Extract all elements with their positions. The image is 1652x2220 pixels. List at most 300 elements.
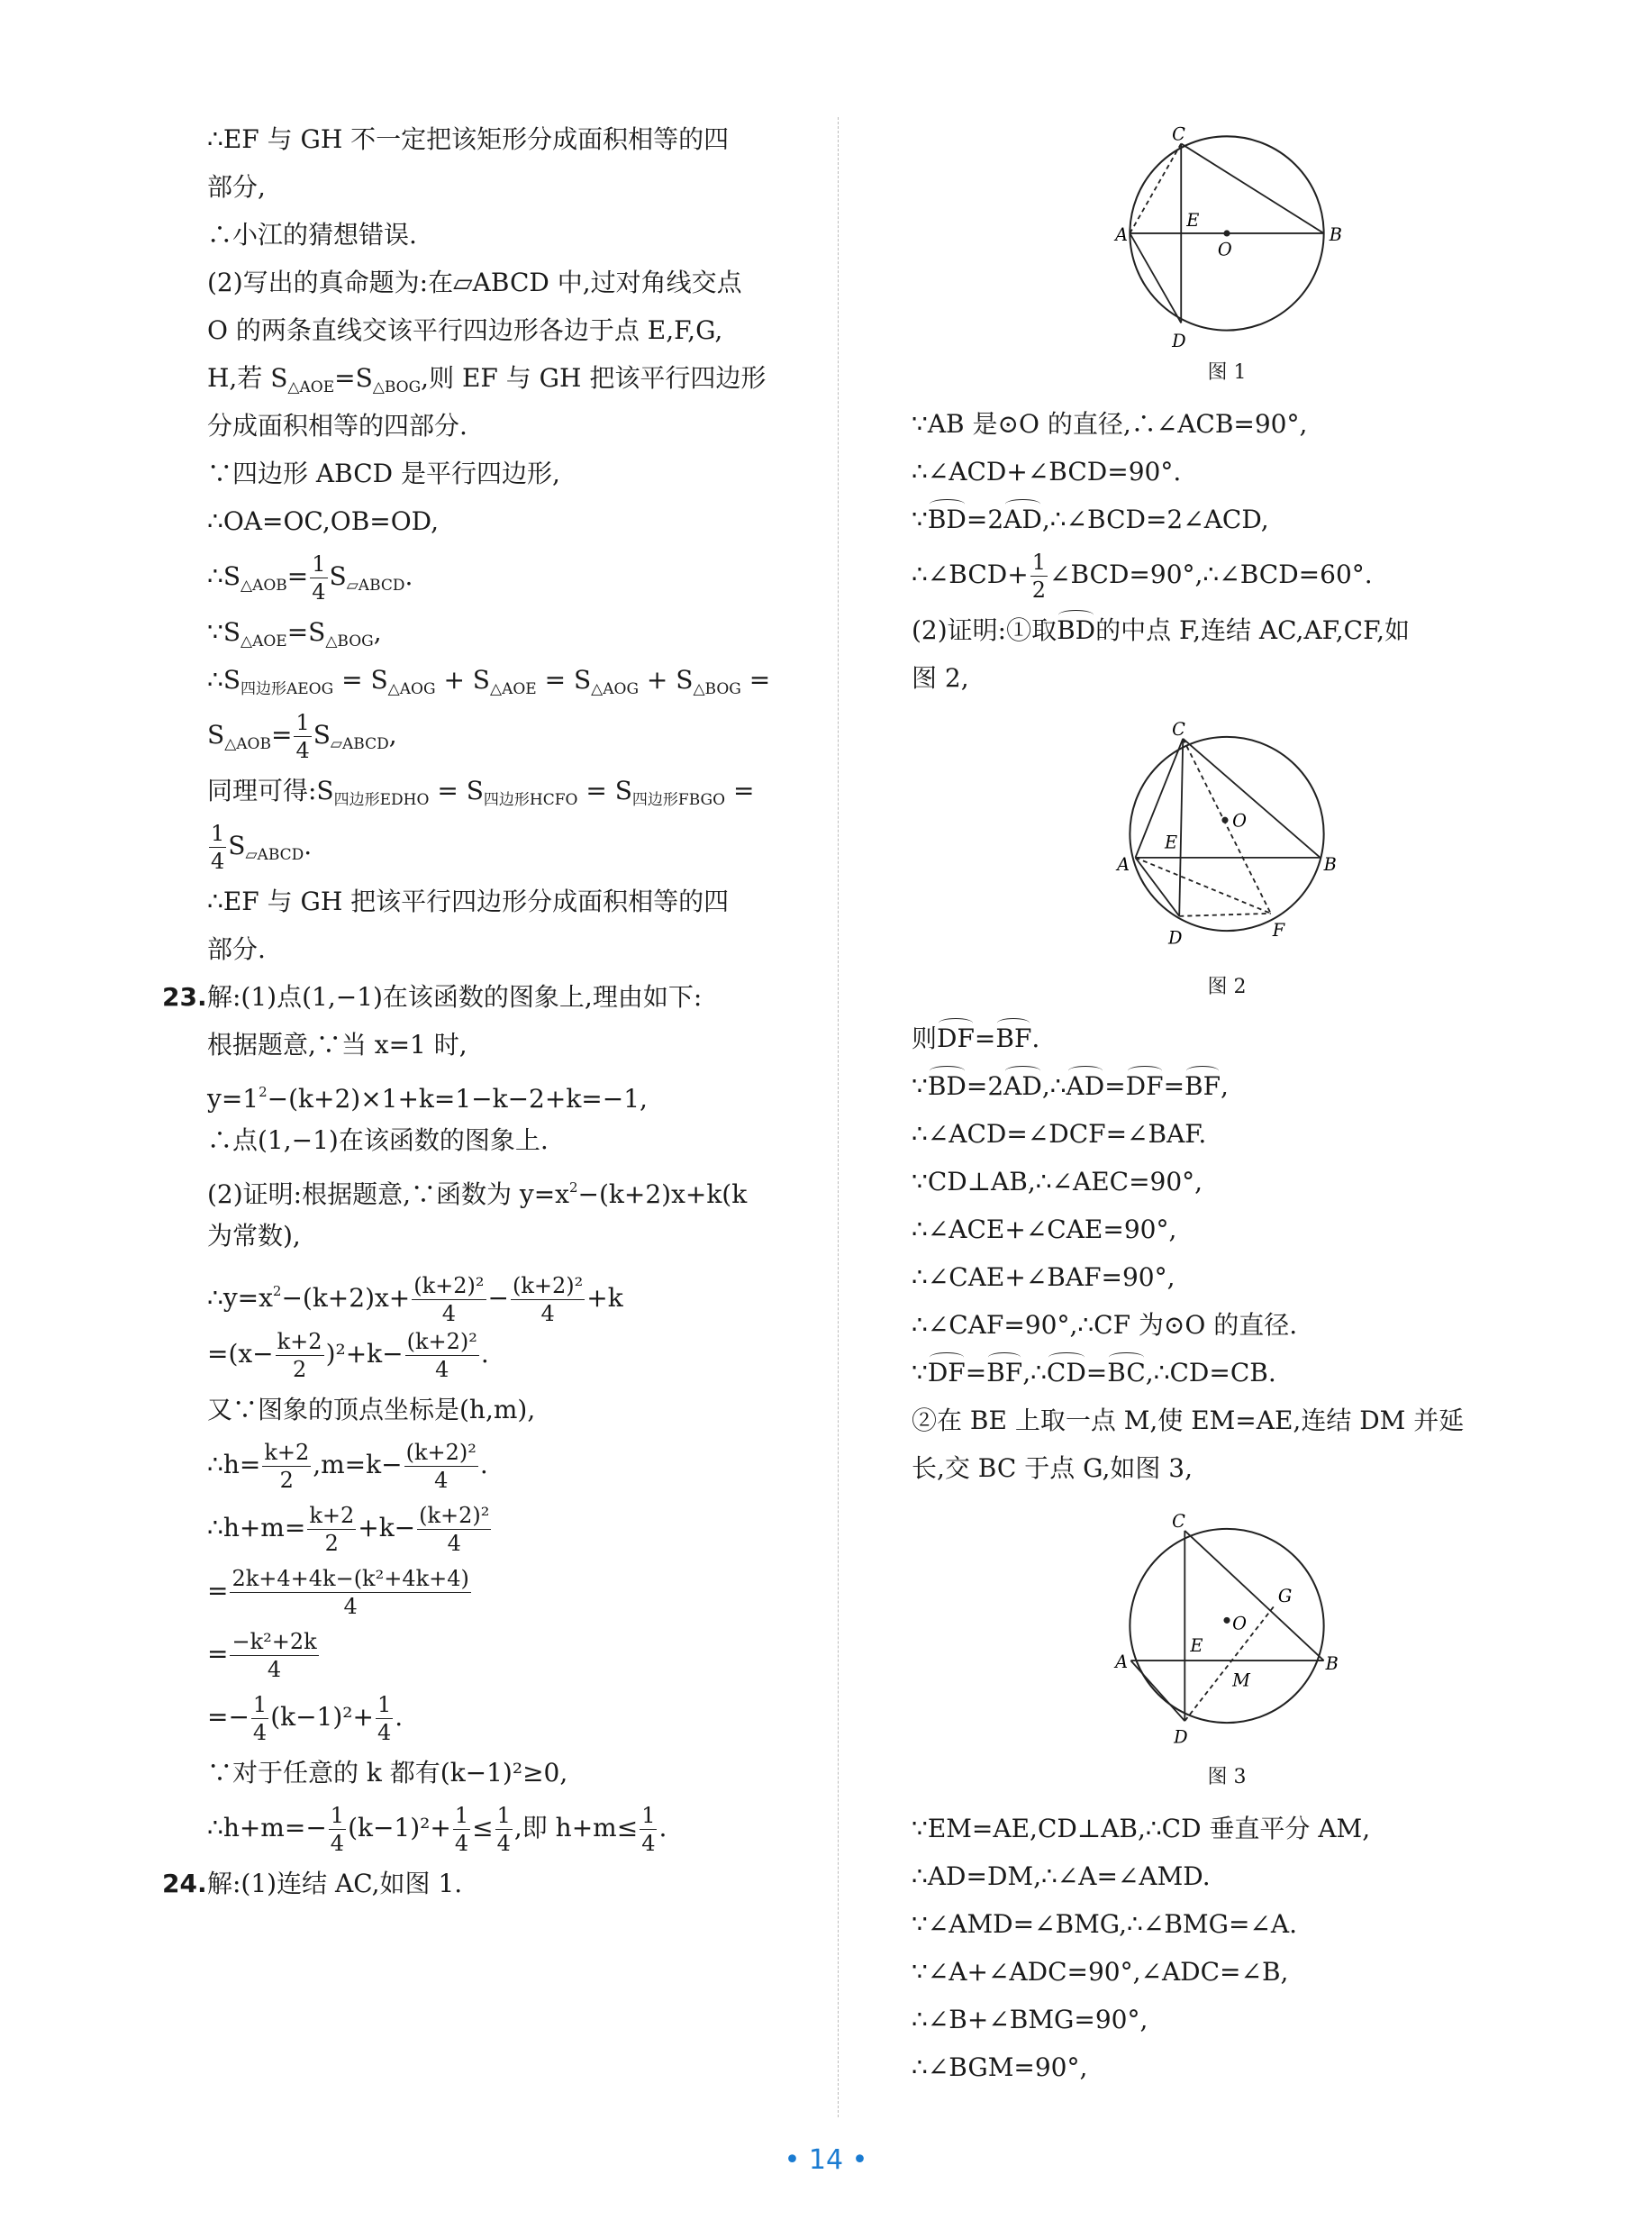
text-segment: −(k+2)×1+k=1−k−2+k=−1, [267, 1084, 648, 1114]
text-segment: ∴∠BCD+ [912, 560, 1029, 589]
text-segment: ≤ [472, 1813, 494, 1842]
text-line [207, 1497, 829, 1560]
text-line [912, 1805, 1542, 1852]
center-point [1223, 230, 1230, 236]
text-line [912, 1444, 1542, 1492]
subscript: △BOG [325, 632, 374, 651]
numerator: (k+2)² [406, 1329, 477, 1354]
text-segment: S [329, 561, 347, 591]
segment-DG [1185, 1606, 1275, 1721]
segment-AD [1135, 858, 1179, 916]
text-line [912, 2043, 1542, 2091]
text-segment: =2 [966, 1071, 1004, 1101]
superscript: 2 [568, 1179, 578, 1196]
point-label-D: D [1172, 330, 1186, 351]
text-segment: =− [207, 1702, 250, 1732]
text-line [912, 1301, 1542, 1349]
arc-notation: DF [1126, 1062, 1164, 1110]
text-line [207, 1749, 829, 1797]
subscript: △AOE [241, 632, 287, 651]
arc-notation: AD [1003, 1062, 1042, 1110]
text-segment: ∴EF 与 GH 把该平行四边形分成面积相等的四 [207, 887, 730, 916]
numerator: 1 [252, 1692, 268, 1717]
text-line [207, 814, 829, 878]
numerator: 1 [377, 1692, 392, 1717]
text-line [207, 545, 829, 608]
geometry-diagram [1108, 1492, 1346, 1760]
fraction [417, 1502, 491, 1557]
text-line [207, 1433, 829, 1497]
numerator: 1 [330, 1803, 345, 1828]
numerator: 1 [1031, 550, 1046, 575]
arc-notation: DF [928, 1349, 966, 1397]
segment-DF [1179, 914, 1271, 916]
text-segment: S [313, 720, 331, 750]
text-segment: ∵∠A+∠ADC=90°,∠ADC=∠B, [912, 1957, 1289, 1987]
text-segment: ∠BCD=90°,∴∠BCD=60°. [1049, 560, 1373, 589]
text-segment: 解:(1)连结 AC,如图 1. [207, 1869, 463, 1898]
text-segment: 为常数), [207, 1221, 301, 1251]
denominator: 4 [312, 579, 326, 605]
text-segment: ∴OA=OC,OB=OD, [207, 506, 440, 536]
fraction [453, 1802, 470, 1857]
text-segment: − [487, 1283, 509, 1313]
text-line [912, 1948, 1542, 1996]
text-segment: =2 [966, 505, 1004, 534]
text-segment: +k− [358, 1513, 416, 1542]
subscript: ▱ABCD [330, 735, 389, 753]
text-segment: (2)写出的真命题为:在▱ABCD 中,过对角线交点 [207, 268, 742, 297]
text-line [912, 448, 1542, 496]
text-segment: 根据题意,∵当 x=1 时, [207, 1030, 467, 1060]
text-line [207, 1212, 829, 1260]
point-label-D: D [1168, 927, 1183, 949]
fraction [412, 1272, 486, 1327]
text-segment: = [1104, 1071, 1126, 1101]
text-segment: + S [435, 665, 490, 695]
text-line [207, 767, 829, 814]
superscript: 2 [272, 1283, 282, 1299]
text-line [912, 543, 1542, 606]
fraction [230, 1565, 470, 1620]
numerator: (k+2)² [405, 1440, 477, 1465]
text-line [912, 1253, 1542, 1301]
text-segment: = [725, 776, 755, 805]
subscript: △AOE [490, 680, 537, 698]
text-segment: ∵EM=AE,CD⊥AB,∴CD 垂直平分 AM, [912, 1814, 1371, 1843]
text-line [207, 1797, 829, 1860]
fraction [495, 1802, 513, 1857]
denominator: 4 [343, 1594, 358, 1619]
text-segment: = [1163, 1071, 1185, 1101]
text-segment: ∴S [207, 665, 241, 695]
text-line [912, 1158, 1542, 1206]
text-segment: 同理可得:S [207, 776, 334, 805]
segment-CF [1183, 739, 1270, 914]
text-segment: O 的两条直线交该平行四边形各边于点 E,F,G, [207, 315, 723, 345]
text-segment: ∴∠ACD+∠BCD=90°. [912, 457, 1182, 487]
fraction [294, 709, 311, 764]
text-segment: ∴∠ACD=∠DCF=∠BAF. [912, 1119, 1207, 1149]
numerator: 1 [496, 1803, 511, 1828]
denominator: 4 [447, 1531, 461, 1556]
point-label-E: E [1164, 832, 1178, 853]
column-divider [838, 117, 839, 2117]
denominator: 4 [330, 1831, 345, 1856]
arc-notation: BC [1107, 1349, 1146, 1397]
arc-notation: CD [1047, 1349, 1086, 1397]
text-line [912, 1900, 1542, 1948]
numerator: −k²+2k [231, 1629, 317, 1654]
segment-AD [1130, 233, 1181, 323]
arc-notation: AD [1067, 1062, 1105, 1110]
text-line [162, 973, 829, 1021]
text-line [207, 497, 829, 545]
fraction [511, 1272, 585, 1327]
figure-caption: 图 2 [1207, 976, 1247, 998]
text-line [207, 115, 829, 163]
point-label-D: D [1174, 1726, 1188, 1748]
text-line [207, 925, 829, 973]
numerator: 2k+4+4k−(k²+4k+4) [231, 1566, 469, 1591]
text-line [912, 1062, 1542, 1110]
text-segment: −(k+2)x+ [281, 1283, 411, 1313]
point-label-A: A [1117, 854, 1130, 876]
text-line [912, 1852, 1542, 1900]
circle [1130, 1529, 1323, 1723]
text-segment: ,∴CD=CB. [1145, 1358, 1276, 1388]
arc-notation: BF [1185, 1062, 1221, 1110]
text-segment: ,∴∠BCD=2∠ACD, [1041, 505, 1269, 534]
arc-notation: BF [995, 1014, 1031, 1062]
denominator: 4 [496, 1831, 511, 1856]
text-segment: ∴点(1,−1)在该函数的图象上. [207, 1125, 549, 1155]
text-line [207, 1386, 829, 1433]
arc-notation: BD [928, 1062, 967, 1110]
subscript: △AOG [387, 680, 436, 698]
text-segment: 的中点 F,连结 AC,AF,CF,如 [1095, 615, 1411, 645]
text-line [207, 1164, 829, 1212]
subscript: ▱ABCD [245, 846, 304, 864]
text-segment: ∵ [912, 1071, 928, 1101]
subscript: △AOE [287, 378, 335, 396]
point-label-F: F [1272, 920, 1285, 942]
superscript: 2 [259, 1084, 268, 1100]
denominator: 4 [267, 1657, 282, 1682]
center-point [1223, 1617, 1230, 1624]
numerator: (k+2)² [513, 1273, 584, 1298]
numerator: 1 [312, 551, 326, 577]
fraction [405, 1328, 479, 1383]
fraction [329, 1802, 346, 1857]
text-segment: ∵CD⊥AB,∴∠AEC=90°, [912, 1167, 1203, 1196]
text-segment: , [373, 617, 382, 647]
subscript: 四边形FBGO [631, 791, 726, 809]
subscript: △BOG [693, 680, 741, 698]
text-segment: = [740, 665, 771, 695]
text-segment: = [1085, 1358, 1108, 1388]
denominator: 4 [540, 1301, 555, 1326]
text-line [207, 1623, 829, 1686]
text-segment: ∵对于任意的 k 都有(k−1)²≥0, [207, 1758, 568, 1788]
point-label-B: B [1323, 854, 1337, 876]
text-line [912, 654, 1542, 702]
text-segment: ∵ [912, 1358, 928, 1388]
text-line [912, 1349, 1542, 1397]
text-line [207, 450, 829, 497]
text-segment: 图 2, [912, 663, 969, 693]
subscript: 四边形EDHO [333, 791, 430, 809]
point-label-O: O [1232, 810, 1247, 832]
point-label-C: C [1172, 1510, 1185, 1532]
subscript: ▱ABCD [346, 577, 405, 595]
text-segment: =S [286, 617, 326, 647]
text-segment: = [965, 1358, 987, 1388]
fraction [262, 1439, 311, 1494]
text-segment: (2)证明:①取 [912, 615, 1057, 645]
text-line [207, 1560, 829, 1623]
text-line [207, 1686, 829, 1749]
text-segment: = [270, 720, 293, 750]
denominator: 4 [377, 1720, 392, 1745]
geometry-diagram [1108, 702, 1346, 969]
text-segment: ∴S [207, 561, 241, 591]
segment-CD [1179, 739, 1183, 916]
text-line [162, 1860, 829, 1907]
text-segment: ,∴ [1022, 1358, 1047, 1388]
text-line [207, 163, 829, 211]
subscript: 四边形AEOG [241, 680, 334, 698]
figure-fig3 [912, 1492, 1542, 1805]
text-segment: )²+k− [325, 1339, 404, 1369]
text-segment: ∵AB 是⊙O 的直径,∴∠ACB=90°, [912, 409, 1308, 439]
segment-AD [1130, 1660, 1185, 1721]
text-segment: H,若 S [207, 363, 288, 393]
arc-notation: BF [986, 1349, 1022, 1397]
question-number: 23. [162, 982, 207, 1012]
denominator: 4 [211, 849, 225, 874]
text-segment: = S [577, 776, 632, 805]
denominator: 4 [441, 1301, 457, 1326]
denominator: 2 [1031, 578, 1046, 603]
circle [1130, 737, 1323, 931]
text-segment: 又∵图象的顶点坐标是(h,m), [207, 1395, 536, 1424]
fraction [307, 1502, 356, 1557]
text-segment: ,则 EF 与 GH 把该平行四边形 [421, 363, 767, 393]
figure-fig1 [912, 117, 1542, 400]
text-line [912, 1014, 1542, 1062]
subscript: △BOG [372, 378, 422, 396]
text-segment: 解:(1)点(1,−1)在该函数的图象上,理由如下: [207, 982, 703, 1012]
text-segment: = [286, 561, 309, 591]
text-segment: ∴∠BGM=90°, [912, 2052, 1088, 2082]
text-segment: ,即 h+m≤ [513, 1813, 639, 1842]
text-line [207, 1323, 829, 1386]
text-segment: = [974, 1024, 996, 1053]
point-label-B: B [1325, 1653, 1339, 1675]
text-line [207, 354, 829, 402]
point-label-C: C [1172, 718, 1185, 740]
text-segment: . [395, 1702, 404, 1732]
text-line [207, 878, 829, 925]
text-segment: ∴h= [207, 1450, 261, 1479]
point-label-E: E [1190, 1634, 1203, 1656]
text-segment: , [1221, 1071, 1229, 1101]
text-line [912, 400, 1542, 448]
denominator: 4 [295, 738, 310, 763]
figure-caption: 图 3 [1207, 1766, 1247, 1788]
fraction [276, 1328, 324, 1383]
question-number: 24. [162, 1869, 207, 1898]
text-segment: ∴∠CAE+∠BAF=90°, [912, 1262, 1175, 1292]
denominator: 4 [435, 1357, 449, 1382]
text-segment: ∴小江的猜想错误. [207, 220, 417, 250]
denominator: 2 [292, 1357, 307, 1382]
text-line [912, 1206, 1542, 1253]
text-segment: −(k+2)x+k(k [577, 1179, 748, 1209]
text-segment: =S [334, 363, 373, 393]
numerator: k+2 [309, 1503, 355, 1528]
text-line [912, 1110, 1542, 1158]
text-segment: ,∴ [1041, 1071, 1067, 1101]
point-label-G: G [1277, 1586, 1293, 1607]
text-line [207, 1069, 829, 1116]
arc-notation: DF [937, 1014, 975, 1062]
text-segment: ∴y=x [207, 1283, 273, 1313]
text-line [912, 1397, 1542, 1444]
segment-AC [1130, 143, 1181, 233]
center-point [1221, 817, 1228, 823]
text-segment: . [658, 1813, 667, 1842]
numerator: 1 [454, 1803, 469, 1828]
text-line [912, 606, 1542, 654]
right-column [912, 117, 1542, 2091]
text-line [207, 306, 829, 354]
text-segment: S [228, 831, 246, 860]
subscript: △AOB [241, 577, 287, 595]
text-segment: . [479, 1450, 488, 1479]
denominator: 2 [324, 1531, 339, 1556]
numerator: (k+2)² [419, 1503, 490, 1528]
text-segment: ∴∠B+∠BMG=90°, [912, 2005, 1148, 2034]
text-segment: ∴h+m=− [207, 1813, 327, 1842]
text-segment: = [207, 1639, 229, 1669]
text-segment: . [304, 831, 313, 860]
numerator: k+2 [264, 1440, 310, 1465]
page-number: • 14 • [784, 2144, 868, 2176]
text-segment: 部分. [207, 934, 266, 964]
fraction [310, 550, 327, 605]
fraction [230, 1628, 318, 1683]
point-label-A: A [1115, 1651, 1129, 1673]
text-segment: ∴h+m= [207, 1513, 306, 1542]
text-segment: (k−1)²+ [348, 1813, 451, 1842]
text-segment: = S [333, 665, 388, 695]
subscript: △AOG [591, 680, 640, 698]
text-line [207, 608, 829, 656]
point-label-O: O [1232, 1613, 1247, 1634]
text-line [207, 656, 829, 704]
subscript: △AOB [224, 735, 271, 753]
point-label-M: M [1232, 1670, 1250, 1691]
point-label-O: O [1217, 239, 1232, 260]
denominator: 2 [279, 1468, 294, 1493]
text-segment: . [480, 1339, 489, 1369]
text-line [912, 1996, 1542, 2043]
text-segment: 则 [912, 1024, 938, 1053]
text-segment: 部分, [207, 172, 266, 202]
text-line [207, 704, 829, 767]
text-segment: ②在 BE 上取一点 M,使 EM=AE,连结 DM 并延 [912, 1406, 1465, 1435]
text-segment: (k−1)²+ [270, 1702, 374, 1732]
denominator: 4 [454, 1831, 469, 1856]
denominator: 4 [641, 1831, 656, 1856]
numerator: 1 [295, 710, 310, 735]
text-segment: + S [639, 665, 694, 695]
text-segment: . [1031, 1024, 1040, 1053]
text-segment: =(x− [207, 1339, 274, 1369]
text-line [207, 402, 829, 450]
numerator: 1 [211, 821, 225, 846]
text-line [912, 496, 1542, 543]
text-segment: ∴AD=DM,∴∠A=∠AMD. [912, 1861, 1211, 1891]
text-segment: ∵ [912, 505, 928, 534]
text-segment: = [207, 1576, 229, 1606]
segment-CB [1181, 143, 1323, 233]
text-segment: S [207, 720, 225, 750]
text-line [207, 1021, 829, 1069]
text-line [207, 259, 829, 306]
arc-notation: BD [928, 496, 967, 543]
point-label-C: C [1172, 123, 1185, 145]
text-segment: 分成面积相等的四部分. [207, 411, 467, 441]
point-label-A: A [1115, 224, 1129, 246]
fraction [376, 1691, 393, 1746]
text-segment: ∵四边形 ABCD 是平行四边形, [207, 459, 560, 488]
fraction [251, 1691, 268, 1746]
numerator: (k+2)² [413, 1273, 485, 1298]
figure-caption: 图 1 [1207, 361, 1247, 384]
fraction [209, 820, 226, 875]
text-segment: (2)证明:根据题意,∵函数为 y=x [207, 1179, 569, 1209]
segment-CB [1185, 1531, 1323, 1660]
segment-CB [1183, 739, 1320, 858]
text-segment: ∵S [207, 617, 241, 647]
point-label-B: B [1329, 224, 1342, 246]
text-segment: ∴∠ACE+∠CAE=90°, [912, 1215, 1177, 1244]
text-segment: ∴EF 与 GH 不一定把该矩形分成面积相等的四 [207, 124, 730, 154]
subscript: 四边形HCFO [483, 791, 578, 809]
text-line [207, 211, 829, 259]
left-column [162, 115, 829, 1907]
text-segment: +k [586, 1283, 623, 1313]
text-segment: = S [536, 665, 592, 695]
text-segment: 长,交 BC 于点 G,如图 3, [912, 1453, 1194, 1483]
arc-notation: AD [1003, 496, 1042, 543]
text-segment: ∵∠AMD=∠BMG,∴∠BMG=∠A. [912, 1909, 1297, 1939]
fraction [640, 1802, 657, 1857]
figure-fig2 [912, 702, 1542, 1014]
text-segment: = S [429, 776, 484, 805]
arc-notation: BD [1057, 606, 1095, 654]
geometry-diagram [1108, 117, 1346, 355]
fraction [404, 1439, 478, 1494]
numerator: 1 [641, 1803, 656, 1828]
text-segment: , [388, 720, 397, 750]
text-line [207, 1116, 829, 1164]
text-segment: . [404, 561, 413, 591]
text-segment: y=1 [207, 1084, 259, 1114]
